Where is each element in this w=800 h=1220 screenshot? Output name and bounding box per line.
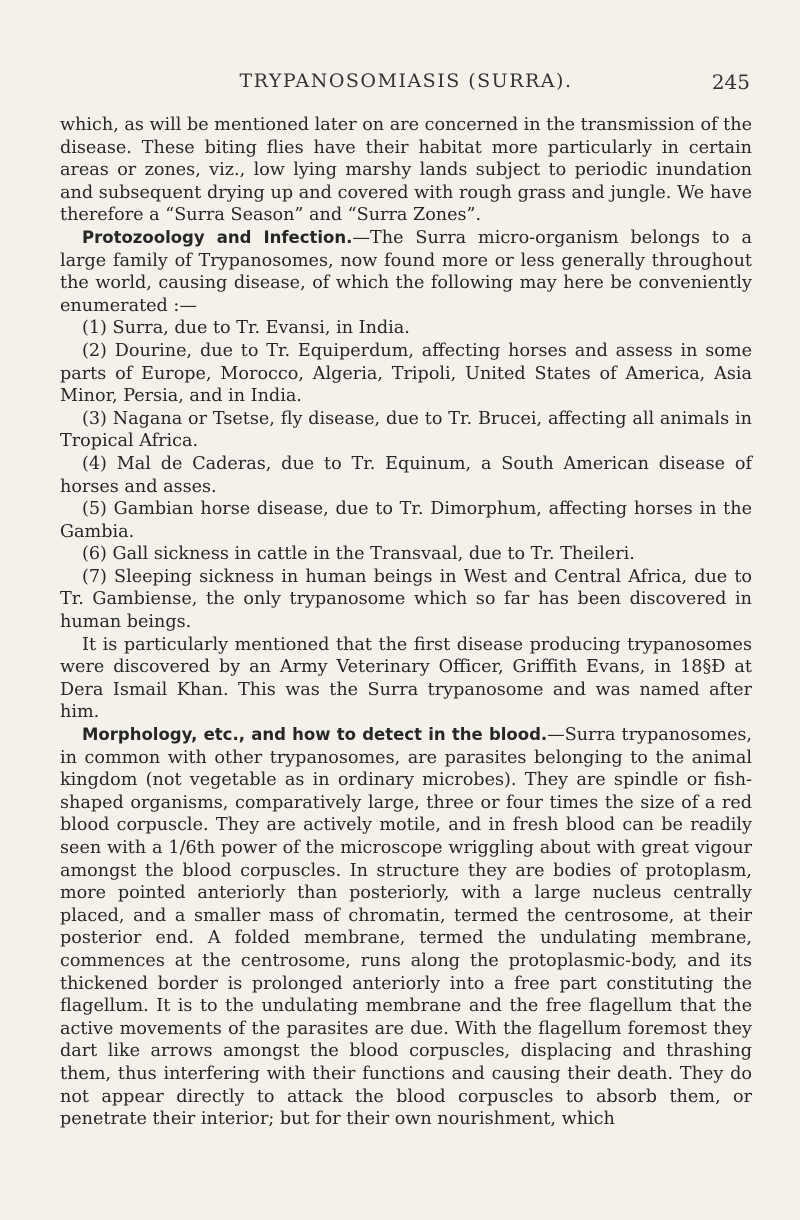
body-text xyxy=(60,114,752,1131)
list-item: (6) Gall sickness in cattle in the Transvaal, due to Tr. Theileri. xyxy=(82,544,635,565)
paragraph-intro: which, as will be mentioned later on are concerned in the transmission of the disease. These biting flies have their habitat more particularly in certain areas or zones, viz., low lying marshy lands subject to periodic inundation and subsequent drying up and covered with rough grass and jungle. We have therefore a “Surra Season” and “Surra Zones”. xyxy=(60,115,752,226)
list-item: (5) Gambian horse disease, due to Tr. Dimorphum, affecting horses in the Gambia. xyxy=(60,499,752,542)
list-item: (2) Dourine, due to Tr. Equiperdum, affecting horses and assess in some parts of Europe, Morocco, Algeria, Tripoli, United States of America, Asia Minor, Persia, and in India. xyxy=(60,340,752,407)
list-item: (7) Sleeping sickness in human beings in West and Central Africa, due to Tr. Gambiense, the only trypanosome which so far has been discovered in human beings. xyxy=(60,566,752,633)
list-item: (3) Nagana or Tsetse, fly disease, due to Tr. Brucei, affecting all animals in Tropical Africa. xyxy=(60,408,752,452)
paragraph-protozoology-text: —The Surra micro-organism belongs to a large family of Trypanosomes, now found more or less generally throughout the world, causing disease, of which the following may here be conveniently enumerated :— xyxy=(60,227,753,316)
paragraph-protozoology xyxy=(60,227,752,317)
list-item: (4) Mal de Caderas, due to Tr. Equinum, a South American disease of horses and asses. xyxy=(60,453,752,497)
paragraph-morphology-text: —Surra trypanosomes, in common with other trypanosomes, are parasites belonging to the animal kingdom (not vegetable as in ordinary microbes). They are spindle or fish-shaped organisms, comparatively large, three or four times the size of a red blood corpuscle. They are actively motile, and in fresh blood can be readily seen with a 1/6th power of the microscope wriggling about with great vigour amongst the blood corpuscles. In structure they are bodies of protoplasm, more pointed anteriorly than posteriorly, with a large nucleus centrally placed, and a smaller mass of chromatin, termed the centrosome, at their posterior end. A folded membrane, termed the undulating membrane, commences at the centrosome, runs along the protoplasmic-body, and its thickened border is prolonged anteriorly into a free part constituting the flagellum. It is to the undulating membrane and the free flagellum that the active movements of the parasites are due. With the flagellum foremost they dart like arrows amongst the blood corpuscles, displacing and thrashing them, thus interfering with their functions and causing their death. They do not appear directly to attack the blood corpuscles to absorb them, or penetrate their interior; but for their own nourishment, which xyxy=(60,725,752,1130)
paragraph-morphology xyxy=(60,724,752,1131)
list-item: (1) Surra, due to Tr. Evansi, in India. xyxy=(82,318,410,339)
running-head xyxy=(60,70,752,100)
page-number: 245 xyxy=(711,70,750,94)
section-heading-morphology: Morphology, etc., and how to detect in the blood. xyxy=(82,725,548,745)
running-title: TRYPANOSOMIASIS (SURRA). xyxy=(239,70,573,92)
section-heading-protozoology: Protozoology and Infection. xyxy=(82,227,353,247)
paragraph-discovery: It is particularly mentioned that the first disease producing trypanosomes were discovered by an Army Veterinary Officer, Griffith Evans, in 18§Ð at Dera Ismail Khan. This was the Surra trypanosome and was named after him. xyxy=(60,634,752,723)
